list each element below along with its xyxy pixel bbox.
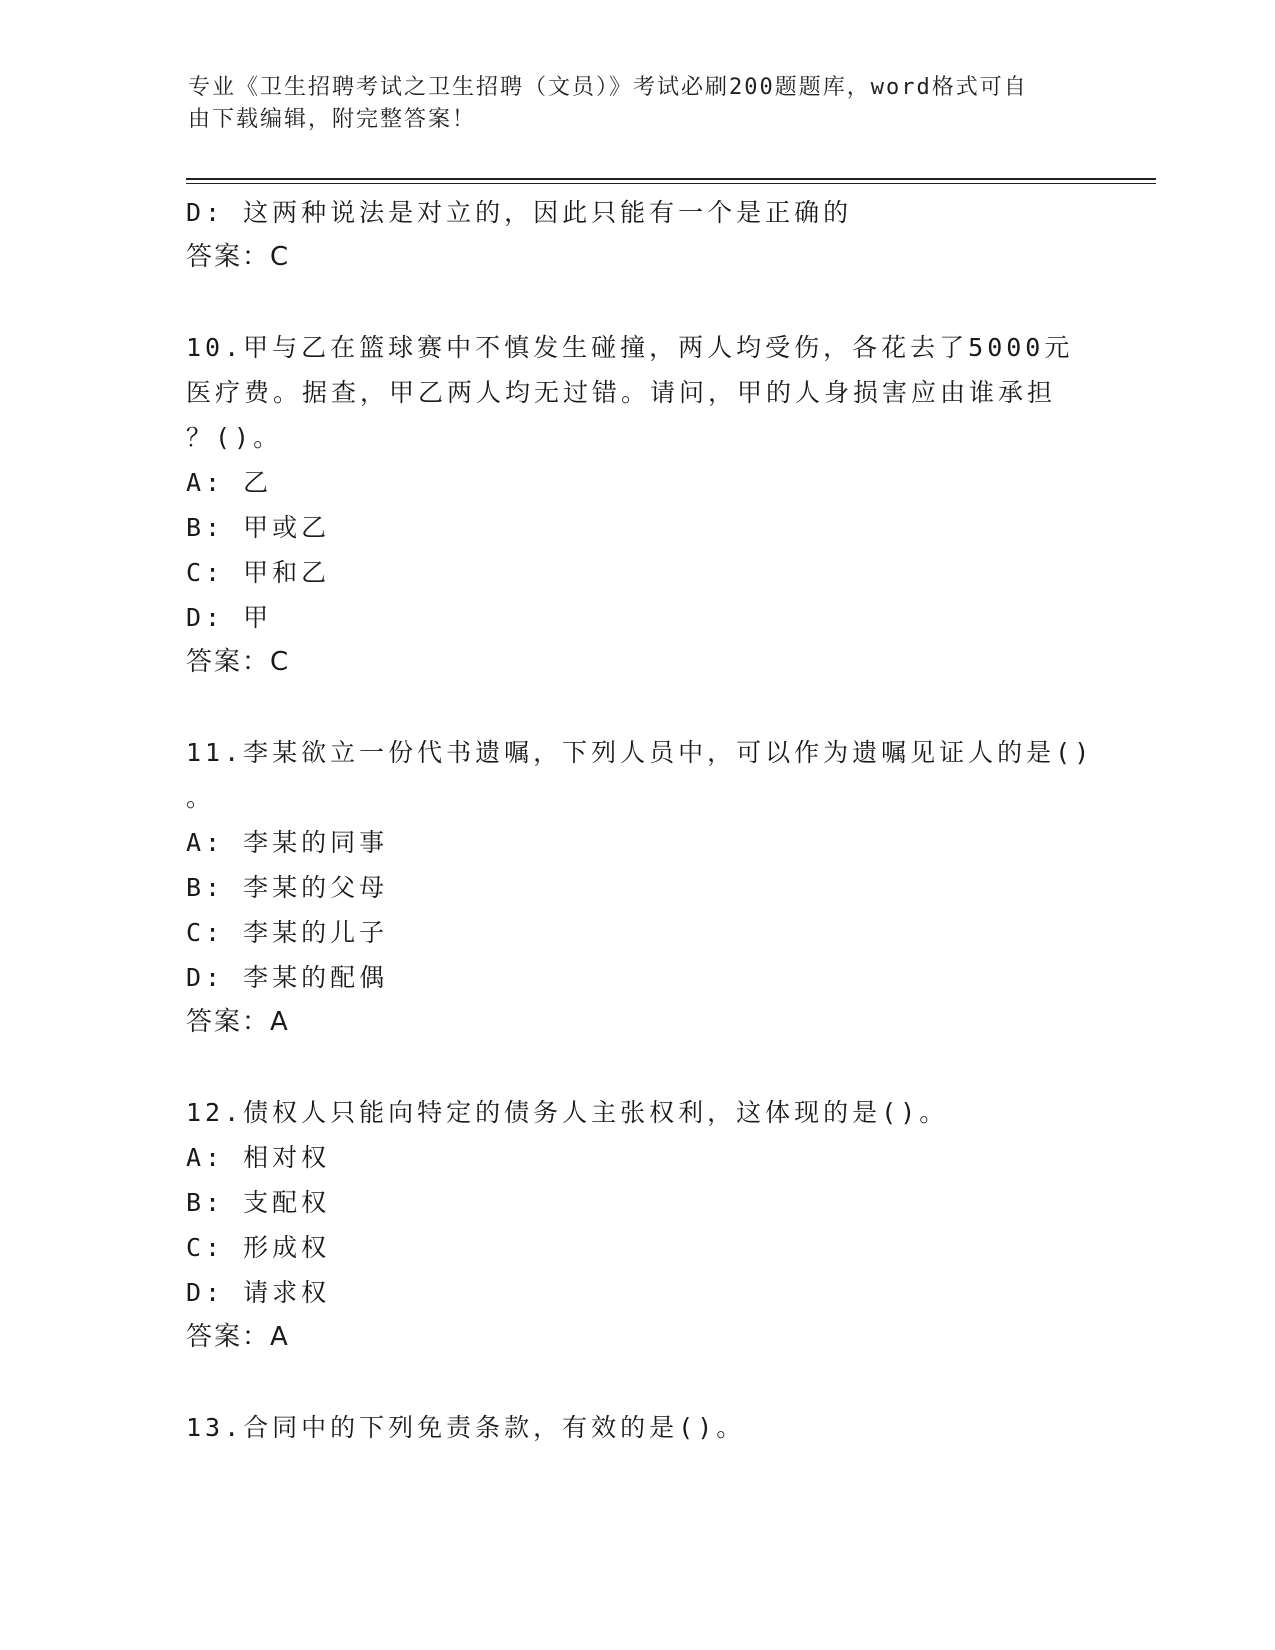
answer: 答案：C [186, 647, 291, 677]
header-divider-thick [186, 178, 1156, 180]
question-text-line: 医疗费。据查，甲乙两人均无过错。请问，甲的人身损害应由谁承担 [186, 378, 1057, 407]
option-c: C: 甲和乙 [186, 558, 331, 587]
option-b: B: 甲或乙 [186, 513, 331, 542]
question-10 [186, 325, 1086, 685]
document-header [188, 72, 1088, 136]
question-11 [186, 730, 1094, 1045]
option-c: C: 形成权 [186, 1233, 331, 1262]
spacer [186, 1360, 1086, 1405]
option-a: A: 李某的同事 [186, 828, 389, 857]
spacer [186, 280, 1086, 325]
question-text-line: 。 [186, 783, 216, 812]
question-text-line: 12.债权人只能向特定的债务人主张权利，这体现的是()。 [186, 1098, 949, 1127]
header-line-1: 专业《卫生招聘考试之卫生招聘（文员）》考试必刷200题题库，word格式可自 [188, 75, 1028, 100]
question-text-line: 11.李某欲立一份代书遗嘱，下列人员中，可以作为遗嘱见证人的是() [186, 738, 1094, 767]
document-body [186, 190, 1094, 1450]
prev-question-answer: 答案：C [186, 242, 291, 272]
question-text-line: 10.甲与乙在篮球赛中不慎发生碰撞，两人均受伤，各花去了5000元 [186, 333, 1074, 362]
option-b: B: 支配权 [186, 1188, 331, 1217]
spacer [186, 1045, 1086, 1090]
option-a: A: 乙 [186, 468, 273, 497]
option-b: B: 李某的父母 [186, 873, 389, 902]
spacer [186, 685, 1086, 730]
header-divider-thin [186, 183, 1156, 184]
question-13 [186, 1405, 1086, 1450]
answer: 答案：A [186, 1322, 290, 1352]
question-text-line: 13.合同中的下列免责条款，有效的是()。 [186, 1413, 746, 1442]
question-12 [186, 1090, 1086, 1360]
header-line-2: 由下载编辑，附完整答案！ [188, 107, 477, 132]
option-a: A: 相对权 [186, 1143, 331, 1172]
answer: 答案：A [186, 1007, 290, 1037]
option-c: C: 李某的儿子 [186, 918, 389, 947]
option-d: D: 甲 [186, 603, 273, 632]
option-d: D: 请求权 [186, 1278, 331, 1307]
question-text-line: ？()。 [186, 423, 283, 452]
prev-question-option-d: D: 这两种说法是对立的，因此只能有一个是正确的 [186, 198, 853, 227]
option-d: D: 李某的配偶 [186, 963, 389, 992]
